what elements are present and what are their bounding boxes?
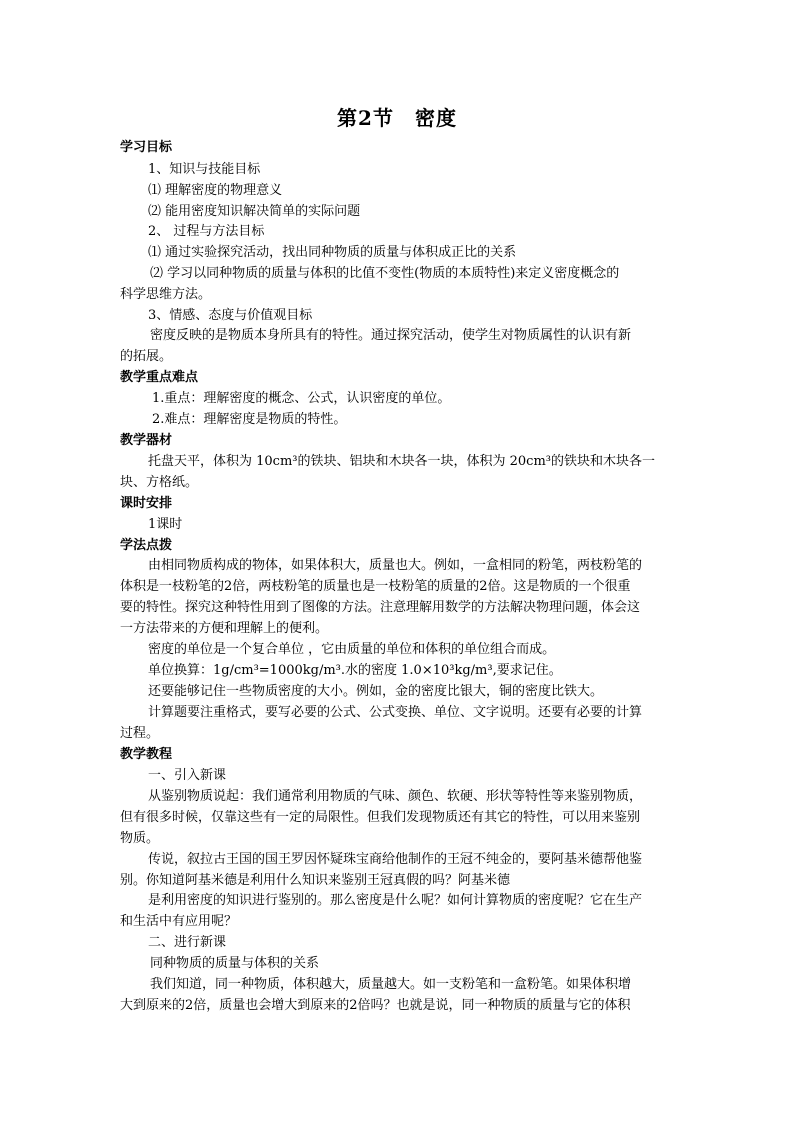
text-line: 二、进行新课 — [148, 935, 227, 950]
heading-learning-goals: 学习目标 — [120, 140, 173, 155]
text-line: 由相同物质构成的物体，如果体积大，质量也大。例如，一盒相同的粉笔，两枝粉笔的 — [148, 558, 643, 573]
text-line: ⑵ 学习以同种物质的质量与体积的比值不变性(物质的本质特性)来定义密度概念的 — [150, 266, 620, 281]
text-line: 一、引入新课 — [148, 768, 227, 783]
text-line: 要的特性。探究这种特性用到了图像的方法。注意理解用数学的方法解决物理问题，体会这 — [120, 600, 641, 615]
heading-schedule: 课时安排 — [120, 496, 173, 511]
text-line: 大到原来的2倍，质量也会增大到原来的2倍吗？也就是说，同一种物质的质量与它的体积 — [120, 998, 631, 1013]
text-line: 密度反映的是物质本身所具有的特性。通过探究活动，使学生对物质属性的认识有新 — [150, 328, 632, 343]
text-line: 过程。 — [120, 726, 160, 741]
text-line: 的拓展。 — [120, 349, 173, 364]
heading-equipment: 教学器材 — [120, 433, 173, 448]
text-line: 1、知识与技能目标 — [148, 162, 261, 177]
heading-study-tips: 学法点拨 — [120, 538, 173, 553]
text-line: 但有很多时候，仅靠这些有一定的局限性。但我们发现物质还有其它的特性，可以用来鉴别 — [120, 810, 641, 825]
text-line: 一方法带来的方便和理解上的便利。 — [120, 621, 329, 636]
text-line: 1课时 — [148, 517, 183, 532]
text-line: 从鉴别物质说起：我们通常利用物质的气味、颜色、软硬、形状等特性等来鉴别物质， — [148, 789, 643, 804]
text-line: 传说，叙拉古王国的国王罗因怀疑珠宝商给他制作的王冠不纯金的，要阿基米德帮他鉴 — [148, 852, 643, 867]
text-line: 托盘天平，体积为 10cm³的铁块、铝块和木块各一块，体积为 20cm³的铁块和木块各一 — [148, 454, 655, 469]
text-line: ⑴ 理解密度的物理意义 — [148, 183, 283, 198]
text-line: 2、 过程与方法目标 — [148, 224, 265, 239]
heading-key-points: 教学重点难点 — [120, 370, 199, 385]
text-line: 体积是一枝粉笔的2倍，两枝粉笔的质量也是一枝粉笔的质量的2倍。这是物质的一个很重 — [120, 579, 631, 594]
text-line: ⑴ 通过实验探究活动，找出同种物质的质量与体积成正比的关系 — [148, 245, 517, 260]
text-line: 物质。 — [120, 831, 160, 846]
text-line: 科学思维方法。 — [120, 287, 212, 302]
text-line: 还要能够记住一些物质密度的大小。例如，金的密度比银大，铜的密度比铁大。 — [148, 684, 604, 699]
text-line: 同种物质的质量与体积的关系 — [150, 956, 320, 971]
text-line: 单位换算：1g/cm³=1000kg/m³.水的密度 1.0×10³kg/m³,要求记住。 — [148, 663, 562, 678]
text-line: 是利用密度的知识进行鉴别的。那么密度是什么呢？如何计算物质的密度呢？它在生产 — [148, 893, 643, 908]
text-line: 2.难点：理解密度是物质的特性。 — [152, 412, 347, 427]
text-line: ⑵ 能用密度知识解决简单的实际问题 — [148, 204, 361, 219]
text-line: 块、方格纸。 — [120, 475, 199, 490]
text-line: 我们知道，同一种物质，体积越大，质量越大。如一支粉笔和一盒粉笔。如果体积增 — [150, 977, 632, 992]
text-line: 1.重点：理解密度的概念、公式，认识密度的单位。 — [152, 391, 451, 406]
page-title: 第2节 密度 — [337, 106, 457, 130]
text-line: 别。你知道阿基米德是利用什么知识来鉴别王冠真假的吗？阿基米德 — [120, 873, 511, 888]
heading-teaching-process: 教学教程 — [120, 747, 173, 762]
text-line: 计算题要注重格式，要写必要的公式、公式变换、单位、文字说明。还要有必要的计算 — [148, 705, 643, 720]
text-line: 和生活中有应用呢？ — [120, 914, 238, 929]
text-line: 密度的单位是一个复合单位 ，它由质量的单位和体积的单位组合而成。 — [148, 642, 556, 657]
text-line: 3、情感、态度与价值观目标 — [148, 308, 313, 323]
